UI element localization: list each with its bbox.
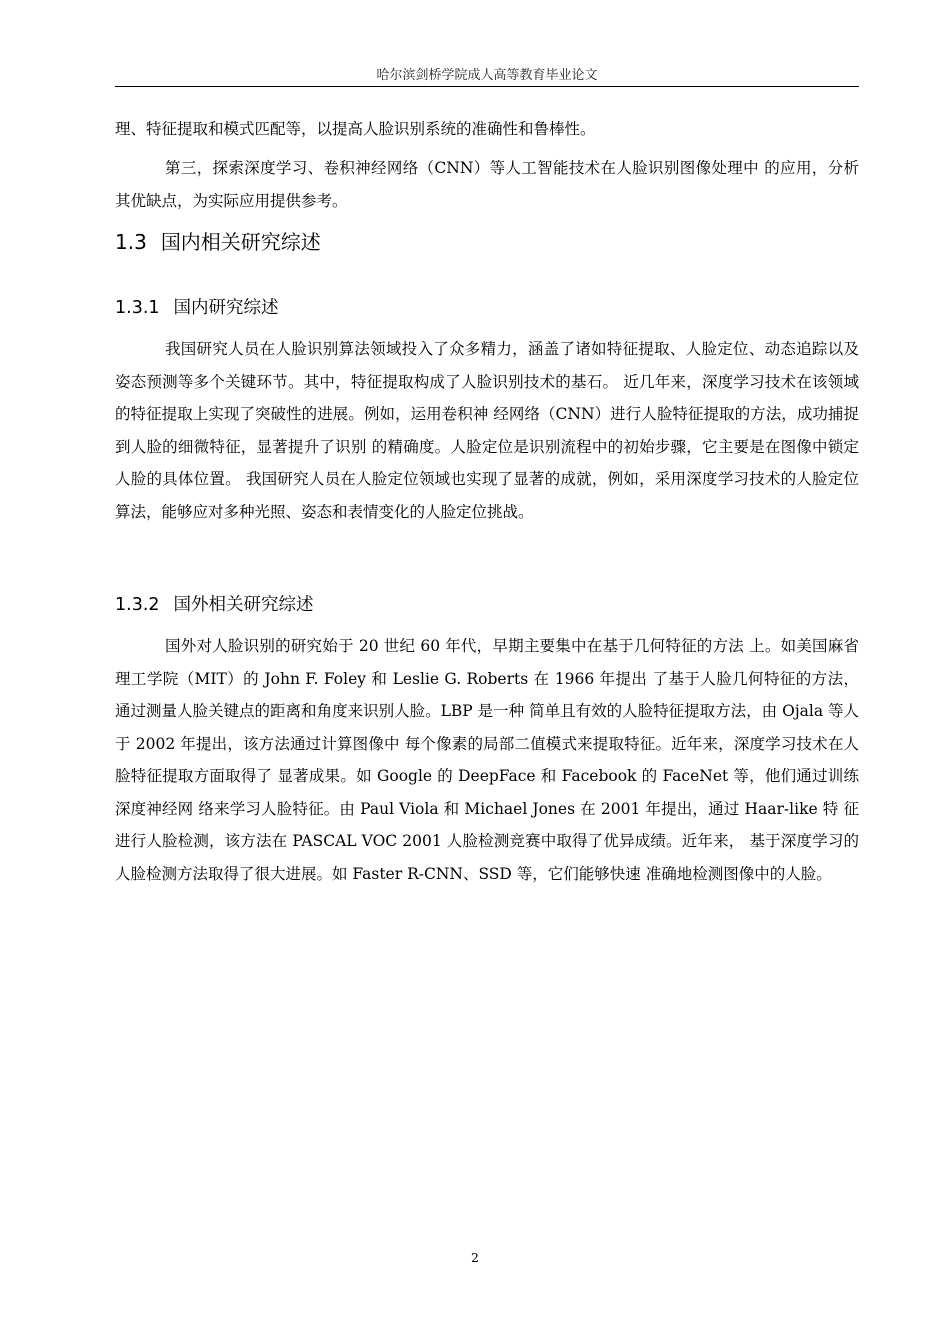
- section-title: 国内相关研究综述: [160, 230, 321, 254]
- section-heading-1-3: [115, 226, 321, 255]
- subsection-heading-1-3-2: [115, 591, 314, 616]
- running-header: 哈尔滨剑桥学院成人高等教育毕业论文: [376, 68, 598, 83]
- subsection-title: 国内研究综述: [173, 298, 279, 318]
- subsection-number: 1.3.1: [115, 298, 160, 318]
- header-rule: [115, 86, 859, 87]
- subsection-number: 1.3.2: [115, 595, 160, 615]
- paragraph-continuation: 理、特征提取和模式匹配等，以提高人脸识别系统的准确性和鲁棒性。: [115, 120, 596, 138]
- subsection-heading-1-3-1: [115, 294, 279, 319]
- page-number: 2: [471, 1250, 479, 1265]
- section-number: 1.3: [115, 230, 147, 254]
- paragraph-foreign-research: 国外对人脸识别的研究始于 20 世纪 60 年代，早期主要集中在基于几何特征的方法 上。如美国麻省理工学院（MIT）的 John F. Foley 和 Leslie G. Roberts 在 1966 年提出 了基于人脸几何特征的方法，通过测量人脸关键点的距离和角度来识别人脸。LBP 是一种 简单且有效的人脸特征提取方法，由 Ojala 等人于 2002 年提出，该方法通过计算图像中 每个像素的局部二值模式来提取特征。近年来，深度学习技术在人脸特征提取方面取得了 显著成果。如 Google 的 DeepFace 和 Facebook 的 FaceNet 等，他们通过训练深度神经网 络来学习人脸特征。由 Paul Viola 和 Michael Jones 在 2001 年提出，通过 Haar-like 特 征进行人脸检测，该方法在 PASCAL VOC 2001 人脸检测竞赛中取得了优异成绩。近年来， 基于深度学习的人脸检测方法取得了很大进展。如 Faster R-CNN、SSD 等，它们能够快速 准确地检测图像中的人脸。: [115, 637, 859, 883]
- paragraph-domestic-research: 我国研究人员在人脸识别算法领域投入了众多精力，涵盖了诸如特征提取、人脸定位、动态追踪以及姿态预测等多个关键环节。其中，特征提取构成了人脸识别技术的基石。 近几年来，深度学习技术在该领域的特征提取上实现了突破性的进展。例如，运用卷积神 经网络（CNN）进行人脸特征提取的方法，成功捕捉到人脸的细微特征，显著提升了识别 的精确度。人脸定位是识别流程中的初始步骤，它主要是在图像中锁定人脸的具体位置。 我国研究人员在人脸定位领域也实现了显著的成就，例如，采用深度学习技术的人脸定位 算法，能够应对多种光照、姿态和表情变化的人脸定位挑战。: [115, 340, 859, 521]
- subsection-title: 国外相关研究综述: [173, 595, 314, 615]
- paragraph-third-point: 第三，探索深度学习、卷积神经网络（CNN）等人工智能技术在人脸识别图像处理中 的应用，分析其优缺点，为实际应用提供参考。: [115, 159, 859, 210]
